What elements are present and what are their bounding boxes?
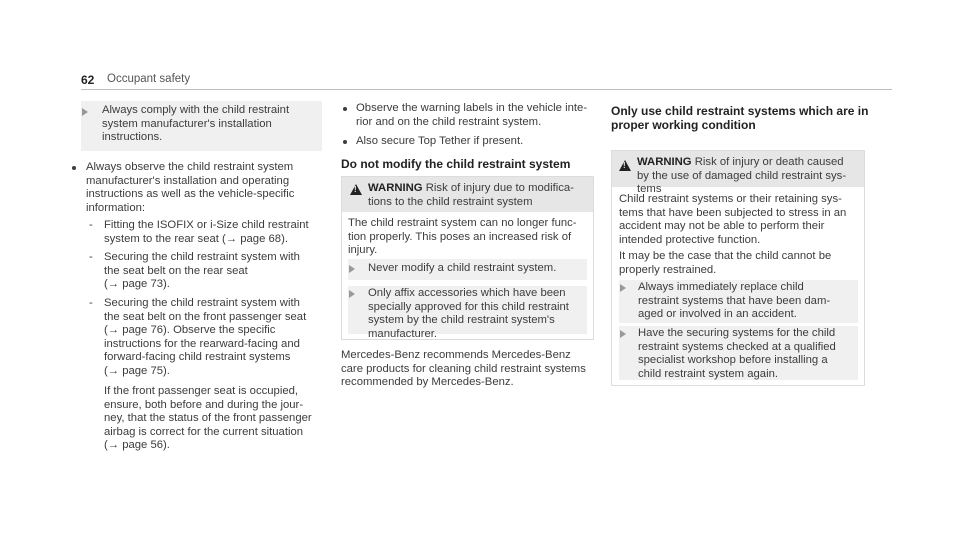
bullet-icon <box>343 140 347 144</box>
note-text: Always comply with the child restraint system manufacturer's installation instructions. <box>102 104 290 144</box>
warning-header-text: WARNING Risk of injury due to modifica- tions to the child restraint system <box>368 182 574 208</box>
sub-item-rear-seat-belt: Securing the child restraint system with the seat belt on the rear seat (→ page 73). <box>104 251 300 291</box>
airbag-status-paragraph: If the front passenger seat is occupied, ensure, both before and during the jour- ney, that the status of the front passenger airbag is correct for the current situation (→ page 56). <box>104 385 312 452</box>
bullet-observe-instructions: Always observe the child restraint system manufacturer's installation and operating instructions as well as the vehicle-specific information: <box>86 161 295 214</box>
warning-triangle-icon <box>619 160 631 171</box>
warning-item-replace: Always immediately replace child restraint systems that have been dam- aged or involved in an accident. <box>638 281 831 321</box>
sub-item-front-seat-belt: Securing the child restraint system with the seat belt on the front passenger seat (→ page 76). Observe the specific instructions for the rearward-facing and forward-facing child restraint systems (→ page 75). <box>104 297 307 377</box>
bullet-icon <box>343 107 347 111</box>
warning-item-never-modify: Never modify a child restraint system. <box>368 262 557 274</box>
page-header <box>81 73 892 87</box>
item-arrow-icon <box>620 330 626 338</box>
warning-body-stress: Child restraint systems or their retaining sys- tems that have been subjected to stress in an accident may not be able to perform their intended protective function. <box>619 193 847 246</box>
header-divider <box>81 89 892 90</box>
section-title: Occupant safety <box>107 73 191 85</box>
warning-item-accessories: Only affix accessories which have been specially approved for this child restraint system by the child restraint system's manufacturer. <box>368 287 569 340</box>
warning-title: WARNING <box>368 182 423 194</box>
heading-proper-condition: Only use child restraint systems which are in proper working condition <box>611 104 869 132</box>
item-arrow-icon <box>620 284 626 292</box>
note-arrow-icon <box>82 108 88 116</box>
item-arrow-icon <box>349 265 355 273</box>
warning-body-restrained: It may be the case that the child cannot be properly restrained. <box>619 250 832 276</box>
bullet-top-tether: Also secure Top Tether if present. <box>356 135 524 147</box>
warning-triangle-icon <box>350 184 362 195</box>
care-products-paragraph: Mercedes-Benz recommends Mercedes-Benz care products for cleaning child restraint systems recommended by Mercedes-Benz. <box>341 349 586 389</box>
item-arrow-icon <box>349 290 355 298</box>
warning-item-check-securing: Have the securing systems for the child restraint systems checked at a qualified specialist workshop before installing a child restraint system again. <box>638 327 836 380</box>
dash-marker: - <box>89 297 93 309</box>
dash-marker: - <box>89 219 93 231</box>
dash-marker: - <box>89 251 93 263</box>
bullet-icon <box>72 166 76 170</box>
warning-title: WARNING <box>637 156 692 168</box>
warning-body: The child restraint system can no longer func- tion properly. This poses an increased risk of injury. <box>348 217 577 257</box>
heading-do-not-modify: Do not modify the child restraint system <box>341 157 571 171</box>
warning-header-text: WARNING Risk of injury or death caused by the use of damaged child restraint sys- tems <box>637 156 847 196</box>
bullet-warning-labels: Observe the warning labels in the vehicle inte- rior and on the child restraint system. <box>356 102 588 128</box>
page-number: 62 <box>81 73 95 87</box>
sub-item-isofix: Fitting the ISOFIX or i-Size child restraint system to the rear seat (→ page 68). <box>104 219 309 245</box>
